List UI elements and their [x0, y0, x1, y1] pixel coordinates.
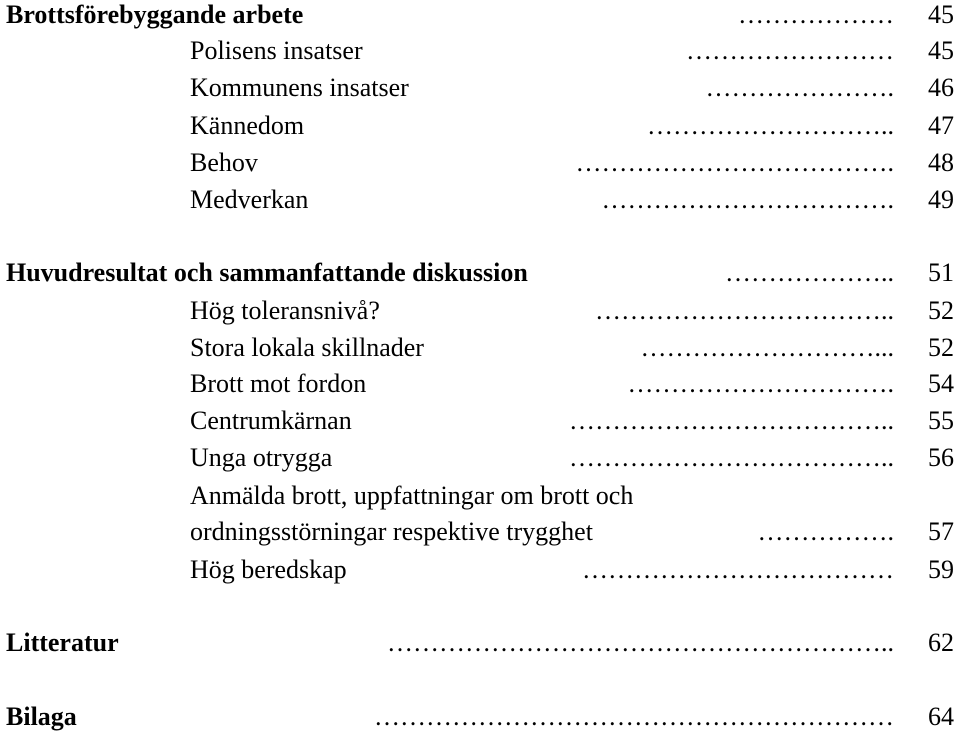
toc-subsection-title: Hög beredskap [190, 555, 347, 584]
toc-entry-stora-lokala-skillnader[interactable] [0, 330, 960, 366]
toc-leader-dots: ………………………………. [575, 148, 894, 177]
toc-subsection-title: Stora lokala skillnader [190, 333, 424, 362]
toc-page-number: 45 [928, 0, 954, 29]
toc-leader-dots: …………………… [686, 36, 894, 65]
toc-page-number: 57 [928, 517, 954, 546]
toc-subsection-title: Behov [190, 148, 258, 177]
toc-subsection-title: Brott mot fordon [190, 369, 367, 398]
toc-subsection-title: Kännedom [190, 111, 305, 140]
toc-section-title: Bilaga [6, 702, 77, 731]
toc-page-number: 47 [928, 111, 954, 140]
toc-section-title: Brottsförebyggande arbete [6, 0, 304, 29]
toc-page-number: 64 [928, 702, 954, 731]
toc-entry-bilaga[interactable] [0, 699, 960, 735]
toc-leader-dots: ……………………….. [647, 111, 894, 140]
toc-entry-brottsforebyggande-arbete[interactable] [0, 0, 960, 33]
toc-leader-dots: …………………………….. [595, 296, 894, 325]
toc-page-number: 52 [928, 296, 954, 325]
toc-entry-anmalda-brott-line1[interactable] [0, 478, 960, 514]
toc-entry-behov[interactable] [0, 145, 960, 181]
toc-entry-anmalda-brott-line2[interactable] [0, 514, 960, 550]
toc-page-number: 54 [928, 369, 954, 398]
toc-page-number: 48 [928, 148, 954, 177]
toc-subsection-title: Kommunens insatser [190, 73, 409, 102]
toc-section-title: Huvudresultat och sammanfattande diskussion [6, 258, 528, 287]
toc-subsection-title: Centrumkärnan [190, 406, 352, 435]
toc-entry-huvudresultat[interactable] [0, 255, 960, 291]
toc-entry-hog-beredskap[interactable] [0, 552, 960, 588]
toc-subsection-title: Unga otrygga [190, 443, 333, 472]
toc-entry-polisens-insatser[interactable] [0, 33, 960, 69]
toc-page-number: 55 [928, 406, 954, 435]
toc-entry-brott-mot-fordon[interactable] [0, 366, 960, 402]
toc-entry-kannedom[interactable] [0, 108, 960, 144]
toc-subsection-title: ordningsstörningar respektive trygghet [190, 517, 593, 546]
toc-entry-hog-toleransniva[interactable] [0, 293, 960, 329]
toc-page-number: 45 [928, 36, 954, 65]
toc-leader-dots: ……………. [757, 517, 894, 546]
toc-page-number: 59 [928, 555, 954, 584]
toc-leader-dots: ……………………………….. [569, 443, 894, 472]
toc-leader-dots: ……………….. [725, 258, 894, 287]
toc-leader-dots: ……………………………… [582, 555, 894, 584]
toc-page-number: 52 [928, 333, 954, 362]
toc-entry-centrumkarnan[interactable] [0, 403, 960, 439]
toc-leader-dots: …………………………. [627, 369, 894, 398]
toc-subsection-title: Polisens insatser [190, 36, 363, 65]
toc-page-number: 56 [928, 443, 954, 472]
toc-page-number: 51 [928, 258, 954, 287]
toc-page-number: 46 [928, 73, 954, 102]
toc-entry-unga-otrygga[interactable] [0, 440, 960, 476]
toc-subsection-title: Anmälda brott, uppfattningar om brott och [190, 481, 634, 510]
toc-leader-dots: …………………. [705, 73, 894, 102]
toc-entry-litteratur[interactable] [0, 625, 960, 661]
toc-subsection-title: Medverkan [190, 185, 309, 214]
toc-leader-dots: …………………………………………………… [374, 702, 894, 731]
toc-page-number: 62 [928, 628, 954, 657]
toc-leader-dots: ………………………………………………….. [387, 628, 894, 657]
toc-entry-kommunens-insatser[interactable] [0, 70, 960, 106]
toc-section-title: Litteratur [6, 628, 119, 657]
toc-page-number: 49 [928, 185, 954, 214]
toc-leader-dots: ……………………………….. [569, 406, 894, 435]
toc-subsection-title: Hög toleransnivå? [190, 296, 380, 325]
toc-leader-dots: ……………………………. [601, 185, 894, 214]
toc-leader-dots: ……………… [738, 0, 894, 29]
toc-entry-medverkan[interactable] [0, 182, 960, 218]
toc-leader-dots: ………………………... [640, 333, 894, 362]
